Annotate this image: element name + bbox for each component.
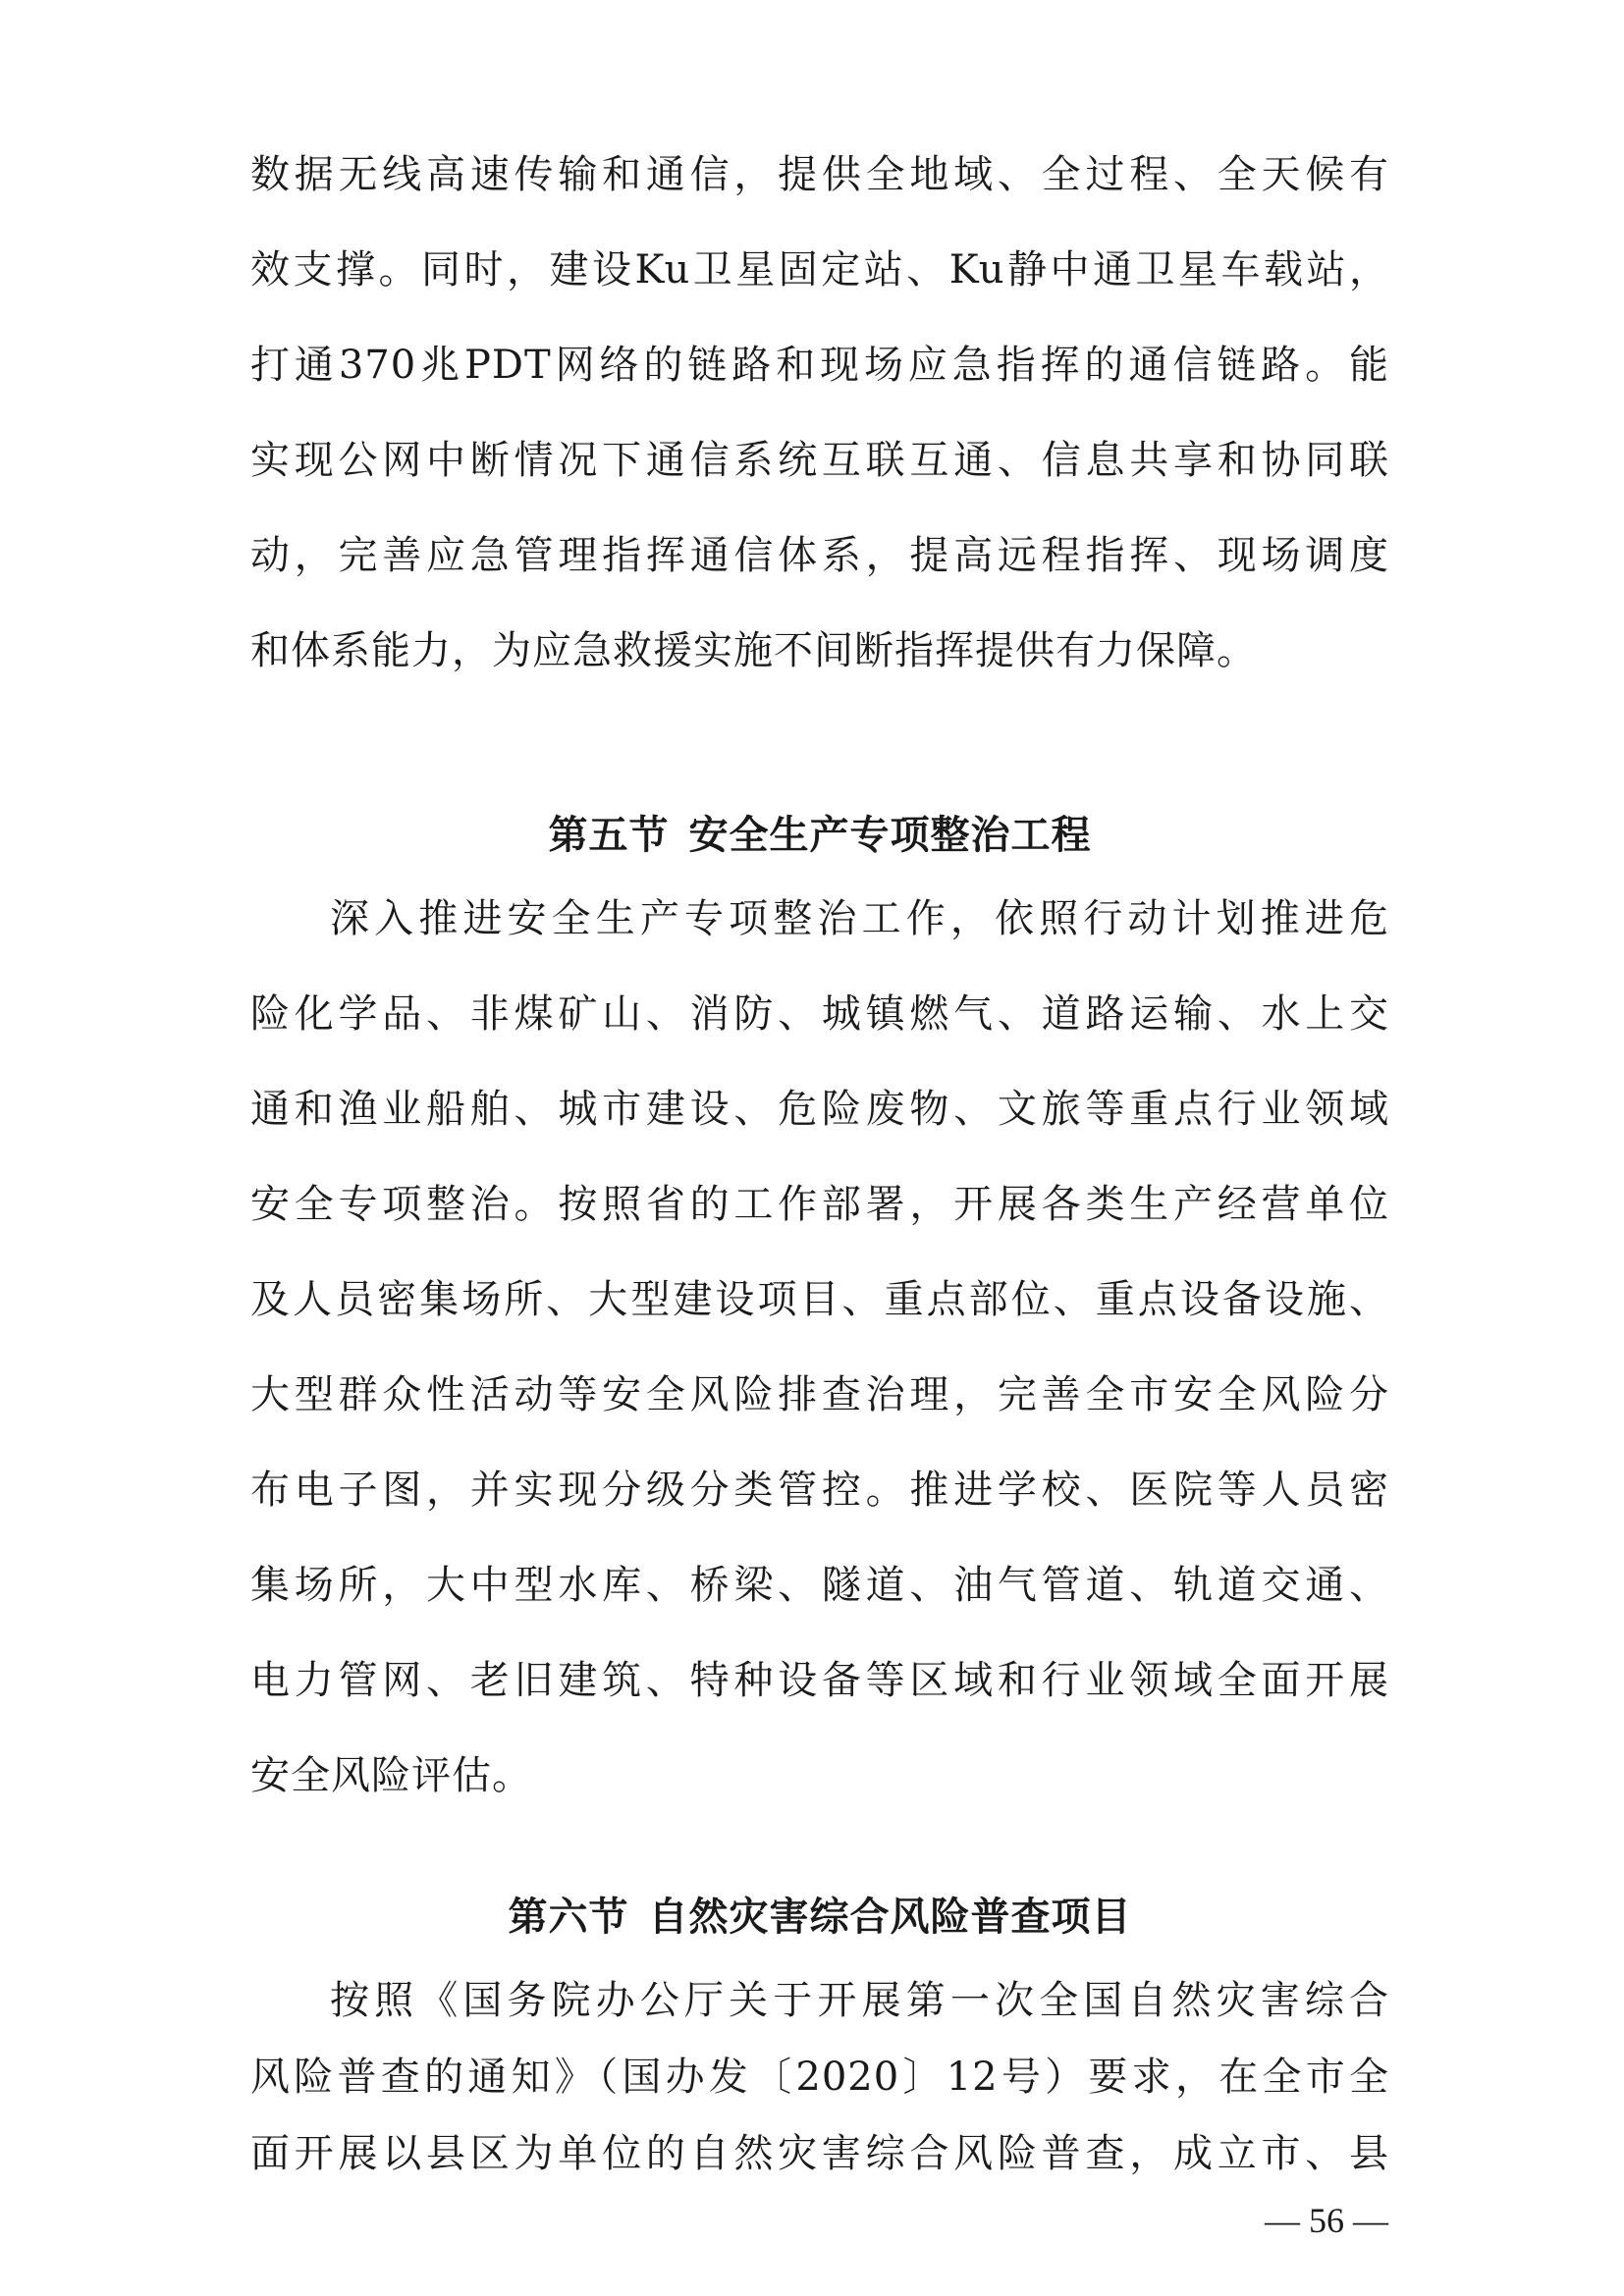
paragraph-line: 风险普查的通知》（国办发〔2020〕12号）要求，在全市全 [250, 2055, 1389, 2100]
paragraph-line: 数据无线高速传输和通信，提供全地域、全过程、全天候有 [250, 152, 1389, 197]
section-number: 第六节 [508, 1895, 629, 1940]
paragraph-line: 深入推进安全生产专项整治工作，依照行动计划推进危 [330, 896, 1389, 941]
paragraph-line: 和体系能力，为应急救援实施不间断指挥提供有力保障。 [250, 628, 1257, 673]
section-heading [250, 1890, 1389, 1945]
paragraph-line: 面开展以县区为单位的自然灾害综合风险普查，成立市、县 [250, 2131, 1389, 2176]
section-heading [250, 808, 1389, 863]
paragraph-line: 电力管网、老旧建筑、特种设备等区域和行业领域全面开展 [250, 1658, 1389, 1703]
paragraph-line: 布电子图，并实现分级分类管控。推进学校、医院等人员密 [250, 1468, 1389, 1513]
paragraph-line: 实现公网中断情况下通信系统互联互通、信息共享和协同联 [250, 438, 1389, 483]
paragraph-line: 大型群众性活动等安全风险排查治理，完善全市安全风险分 [250, 1372, 1389, 1417]
page-number: — 56 — [1265, 2201, 1388, 2240]
paragraph-line: 安全风险评估。 [250, 1753, 532, 1798]
paragraph-line: 安全专项整治。按照省的工作部署，开展各类生产经营单位 [250, 1182, 1389, 1227]
section-number: 第五节 [548, 813, 670, 858]
paragraph-line: 按照《国务院办公厅关于开展第一次全国自然灾害综合 [330, 1978, 1389, 2023]
section-title: 安全生产专项整治工程 [688, 813, 1092, 858]
paragraph-line: 集场所，大中型水库、桥梁、隧道、油气管道、轨道交通、 [250, 1563, 1389, 1608]
paragraph-line: 通和渔业船舶、城市建设、危险废物、文旅等重点行业领域 [250, 1087, 1389, 1132]
section-title: 自然灾害综合风险普查项目 [648, 1895, 1132, 1940]
paragraph-line: 动，完善应急管理指挥通信体系，提高远程指挥、现场调度 [250, 533, 1389, 578]
paragraph-line: 打通370兆PDT网络的链路和现场应急指挥的通信链路。能 [250, 343, 1389, 388]
paragraph-line: 效支撑。同时，建设Ku卫星固定站、Ku静中通卫星车载站， [250, 247, 1389, 293]
paragraph-line: 险化学品、非煤矿山、消防、城镇燃气、道路运输、水上交 [250, 991, 1389, 1037]
paragraph-line: 及人员密集场所、大型建设项目、重点部位、重点设备设施、 [250, 1277, 1389, 1322]
